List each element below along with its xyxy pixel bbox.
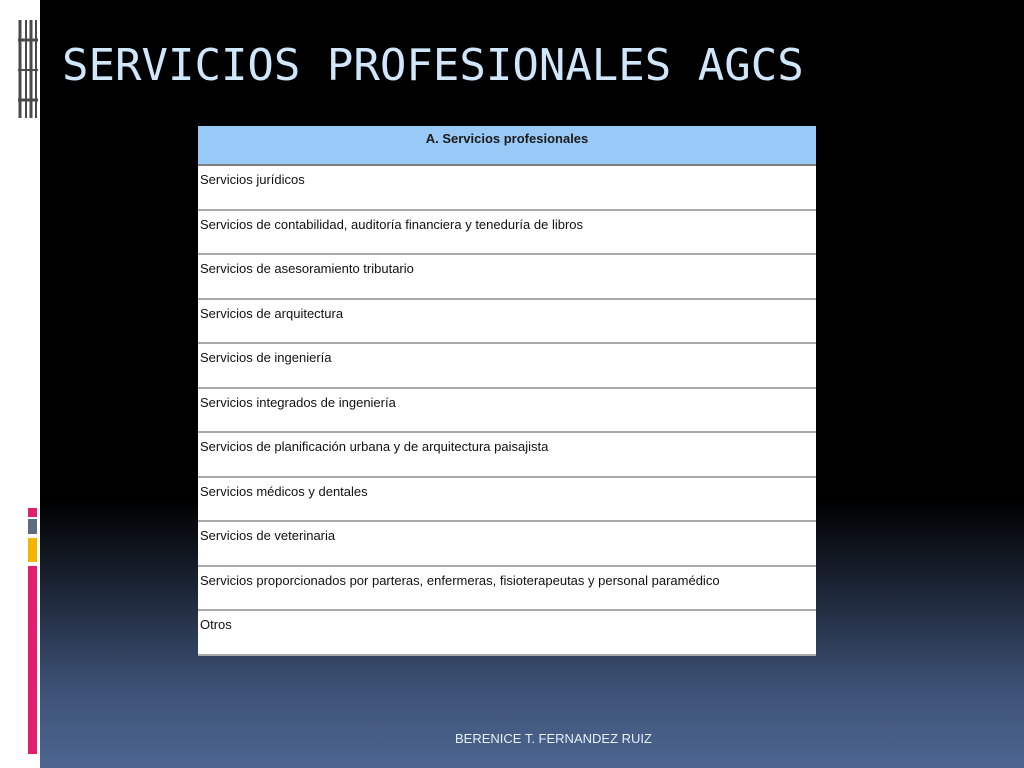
left-white-strip	[0, 0, 40, 768]
table-row: Servicios de asesoramiento tributario	[198, 255, 816, 300]
table-row: Servicios de ingeniería	[198, 344, 816, 389]
table-row: Servicios de planificación urbana y de arquitectura paisajista	[198, 433, 816, 478]
table-row: Servicios médicos y dentales	[198, 478, 816, 523]
accent-bar-pink-small	[28, 508, 37, 517]
table-row: Servicios de contabilidad, auditoría financiera y teneduría de libros	[198, 211, 816, 256]
table-header: A. Servicios profesionales	[198, 126, 816, 166]
slide-footer-author: BERENICE T. FERNANDEZ RUIZ	[455, 731, 652, 746]
accent-bar-orange	[28, 538, 37, 562]
table-row: Servicios de arquitectura	[198, 300, 816, 345]
accent-bar-pink-long	[28, 566, 37, 754]
table-row: Otros	[198, 611, 816, 656]
table-row: Servicios proporcionados por parteras, enfermeras, fisioterapeutas y personal paramédico	[198, 567, 816, 612]
slide-title: SERVICIOS PROFESIONALES AGCS	[62, 40, 804, 91]
services-table	[198, 126, 816, 656]
table-row: Servicios de veterinaria	[198, 522, 816, 567]
table-row: Servicios jurídicos	[198, 166, 816, 211]
decorative-lines-graphic	[0, 0, 40, 130]
accent-bar-gray	[28, 519, 37, 534]
table-row: Servicios integrados de ingeniería	[198, 389, 816, 434]
